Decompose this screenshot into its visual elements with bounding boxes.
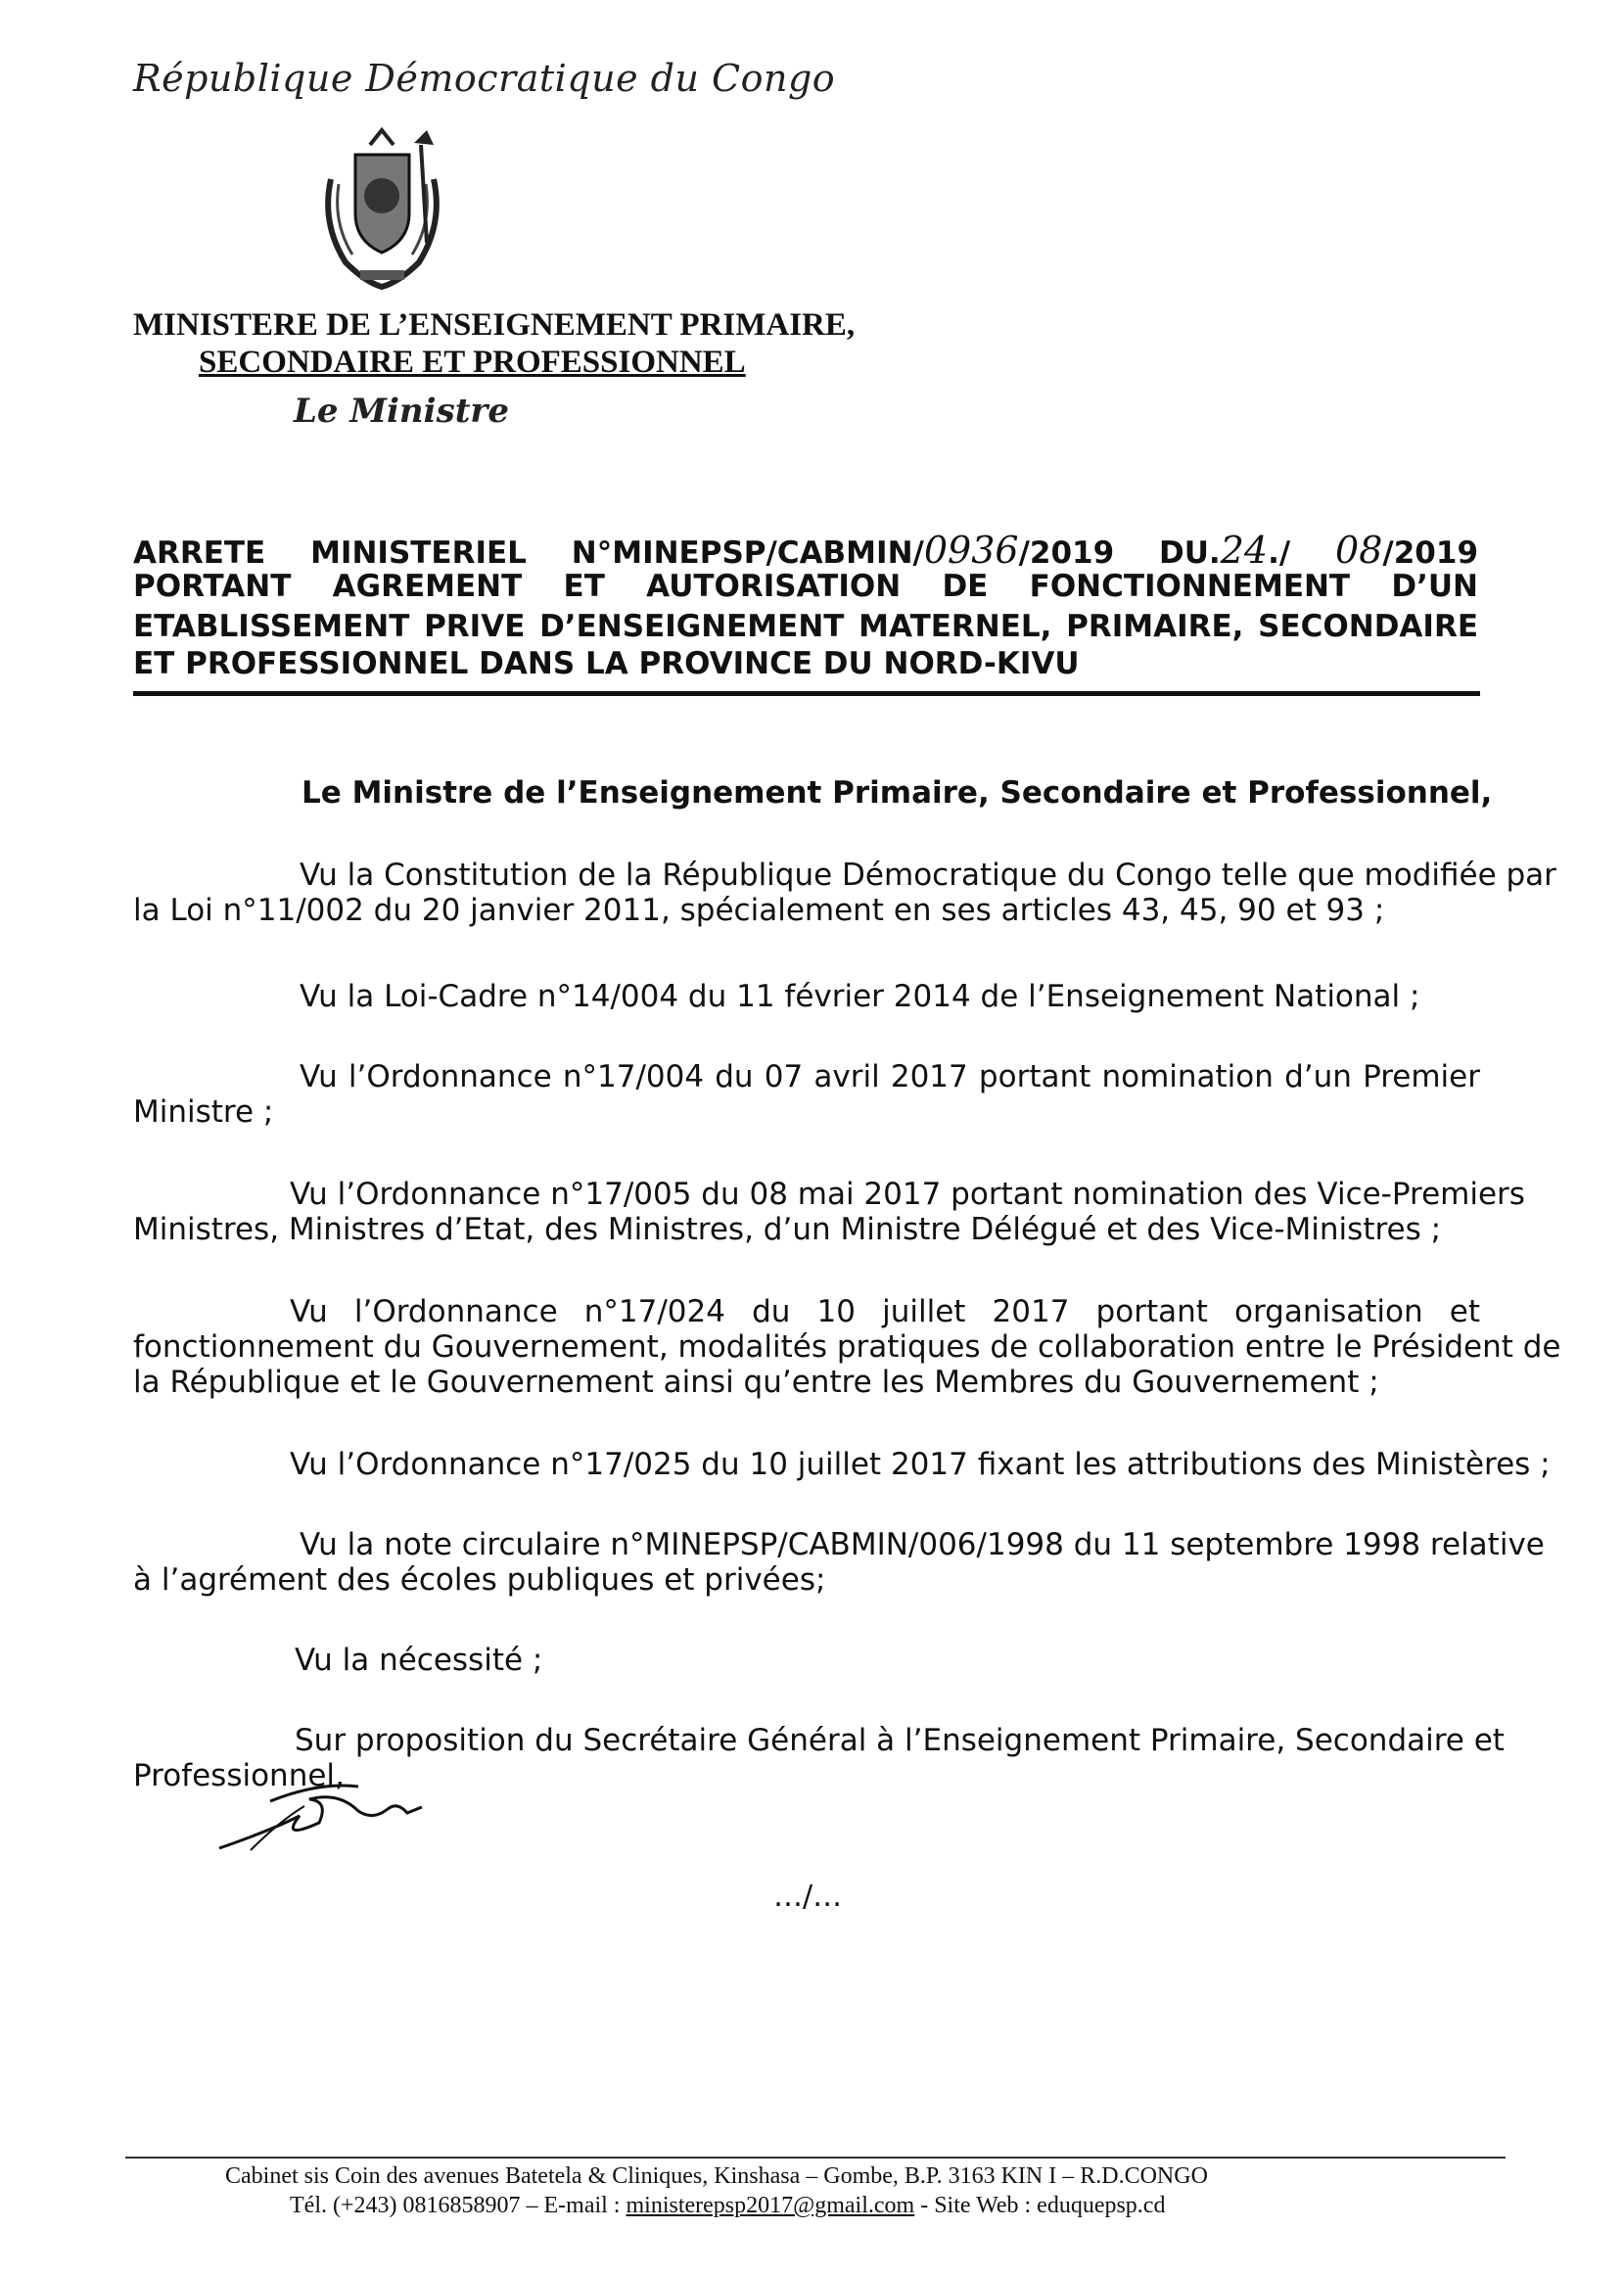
page-continuation-marker: …/… xyxy=(773,1880,843,1914)
paragraph-line: Vu la Loi-Cadre n°14/004 du 11 février 2014 de l’Enseignement National ; xyxy=(300,979,1420,1014)
paragraph-line: Vu l’Ordonnance n°17/004 du 07 avril 2017 portant nomination d’un Premier xyxy=(300,1059,1480,1094)
footer-tel: Tél. (+243) 0816858907 – E-mail : xyxy=(290,2193,626,2218)
decree-date-month: 08 xyxy=(1335,529,1383,572)
decree-title-line3: ETABLISSEMENT PRIVE D’ENSEIGNEMENT MATERNEL, PRIMAIRE, SECONDAIRE xyxy=(133,609,1478,644)
ministry-name-line1: MINISTERE DE L’ENSEIGNEMENT PRIMAIRE, xyxy=(133,307,856,343)
paragraph-line: Vu l’Ordonnance n°17/005 du 08 mai 2017 portant nomination des Vice-Premiers xyxy=(290,1177,1525,1212)
signatory-title: Le Ministre xyxy=(294,392,509,431)
paragraph-line: Vu la nécessité ; xyxy=(295,1643,543,1678)
paragraph-line: Ministres, Ministres d’Etat, des Ministres, d’un Ministre Délégué et des Vice-Ministres ; xyxy=(133,1212,1442,1247)
paragraph-line: Vu l’Ordonnance n°17/025 du 10 juillet 2017 fixant les attributions des Ministères ; xyxy=(290,1447,1551,1482)
handwritten-signature-icon xyxy=(211,1762,446,1860)
footer-email-link[interactable]: ministerepsp2017@gmail.com xyxy=(626,2193,915,2218)
preamble-necessite xyxy=(133,1643,1480,1678)
paragraph-line: la Loi n°11/002 du 20 janvier 2011, spécialement en ses articles 43, 45, 90 et 93 ; xyxy=(133,893,1385,928)
decree-title-line2: PORTANT AGREMENT ET AUTORISATION DE FONCTIONNEMENT D’UN xyxy=(133,569,1478,604)
decree-title-line4: ET PROFESSIONNEL DANS LA PROVINCE DU NORD-KIVU xyxy=(133,646,1080,681)
decree-reference xyxy=(133,529,1478,572)
ministry-name-line2: SECONDAIRE ET PROFESSIONNEL xyxy=(199,345,746,380)
paragraph-line: Vu l’Ordonnance n°17/024 du 10 juillet 2017 portant organisation et xyxy=(290,1294,1480,1329)
decree-date-day: 24 xyxy=(1220,529,1269,572)
footer-contact xyxy=(290,2193,1165,2219)
paragraph-line: Vu la note circulaire n°MINEPSP/CABMIN/006/1998 du 11 septembre 1998 relative xyxy=(300,1527,1545,1562)
preamble-heading: Le Ministre de l’Enseignement Primaire, Secondaire et Professionnel, xyxy=(302,775,1493,811)
paragraph-line: Vu la Constitution de la République Démocratique du Congo telle que modifiée par xyxy=(300,858,1556,893)
footer-website: - Site Web : eduquepsp.cd xyxy=(914,2193,1166,2218)
footer-divider xyxy=(125,2157,1506,2159)
preamble-ordonnance-17-005 xyxy=(133,1177,1525,1247)
paragraph-line: la République et le Gouvernement ainsi qu’entre les Membres du Gouvernement ; xyxy=(133,1365,1379,1400)
republic-heading: République Démocratique du Congo xyxy=(133,57,836,100)
paragraph-line: à l’agrément des écoles publiques et privées; xyxy=(133,1562,826,1598)
preamble-constitution xyxy=(133,858,1556,928)
title-divider xyxy=(133,691,1480,696)
footer-address: Cabinet sis Coin des avenues Batetela & Cliniques, Kinshasa – Gombe, B.P. 3163 KIN I – R.D.CONGO xyxy=(225,2163,1208,2189)
preamble-note-circulaire xyxy=(133,1527,1545,1598)
decree-date-year: /2019 xyxy=(1382,535,1479,571)
preamble-ordonnance-17-004 xyxy=(133,1059,1480,1130)
decree-number: 0936 xyxy=(923,529,1019,572)
preamble-loi-cadre xyxy=(133,979,1480,1014)
decree-date-sep: ./ xyxy=(1268,535,1291,571)
paragraph-line: Professionnel, xyxy=(133,1758,345,1793)
decree-ref-prefix: ARRETE MINISTERIEL N°MINEPSP/CABMIN/ xyxy=(133,535,924,571)
paragraph-line: Ministre ; xyxy=(133,1094,274,1130)
preamble-ordonnance-17-024 xyxy=(133,1294,1561,1400)
coat-of-arms-icon xyxy=(311,125,453,292)
decree-date-prefix: DU. xyxy=(1159,535,1221,571)
paragraph-line: fonctionnement du Gouvernement, modalités pratiques de collaboration entre le Président de xyxy=(133,1329,1561,1365)
decree-ref-year: /2019 xyxy=(1018,535,1115,571)
preamble-ordonnance-17-025 xyxy=(133,1447,1551,1482)
paragraph-line: Sur proposition du Secrétaire Général à l’Enseignement Primaire, Secondaire et xyxy=(295,1723,1505,1758)
